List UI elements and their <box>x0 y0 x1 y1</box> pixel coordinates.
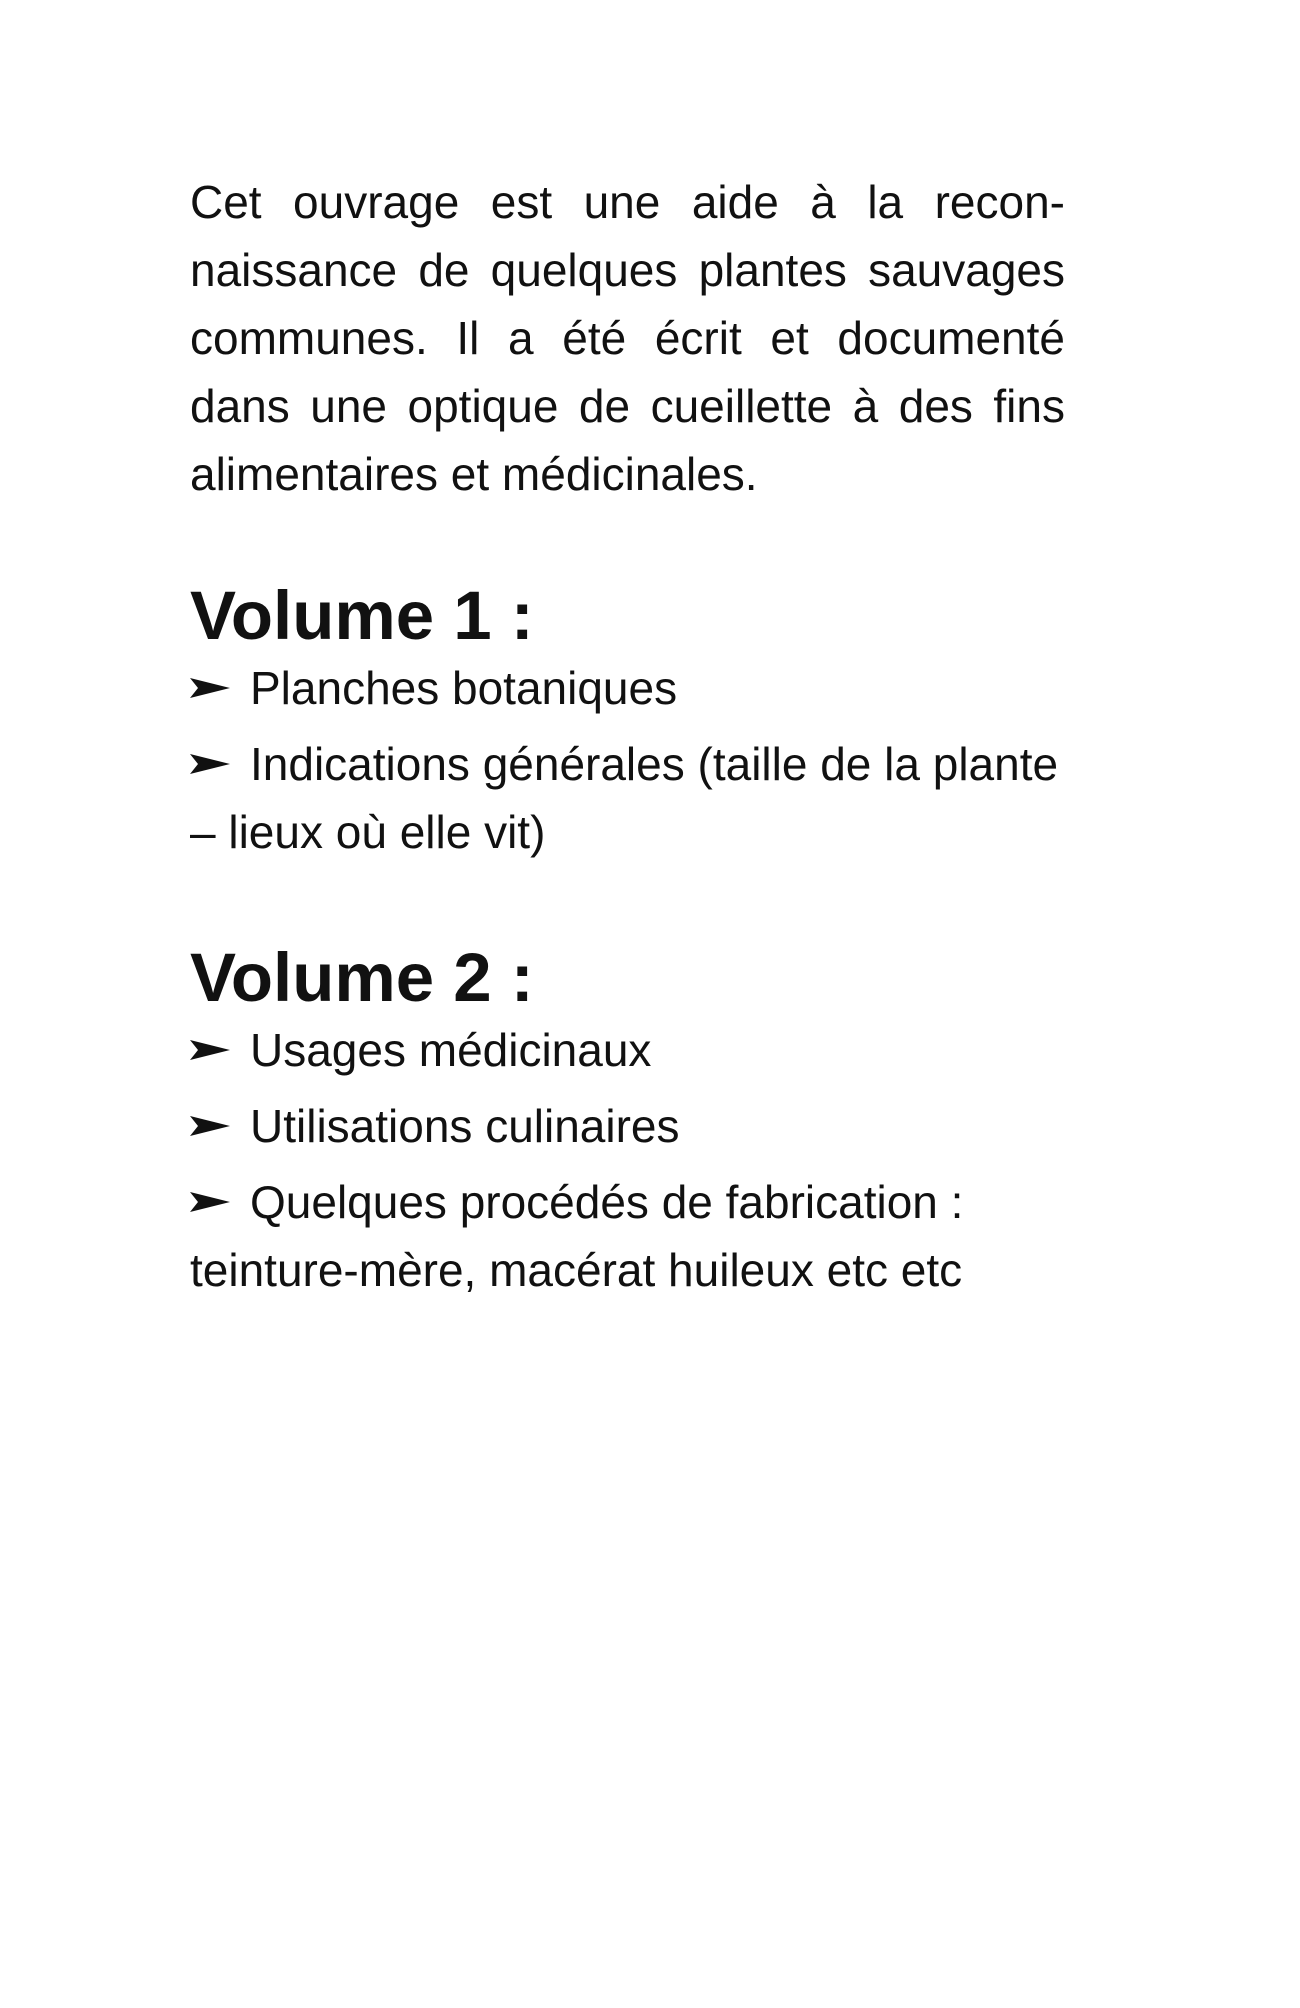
arrow-bullet-icon <box>190 676 230 700</box>
volume-1-list <box>190 654 1065 866</box>
list-item-text: Utilisations culinaires <box>250 1100 680 1152</box>
list-item <box>190 730 1065 866</box>
list-item <box>190 1168 1065 1304</box>
arrow-bullet-icon <box>190 1114 230 1138</box>
arrow-bullet-icon <box>190 1190 230 1214</box>
volume-1-title: Volume 1 : <box>190 577 534 654</box>
document-page <box>190 168 1065 1312</box>
list-item <box>190 654 1065 722</box>
list-item <box>190 1092 1065 1160</box>
volume-2-section <box>190 939 1065 1304</box>
list-item-text: Usages médicinaux <box>250 1024 652 1076</box>
list-item-text: Quelques procédés de fabrication : teinture-mère, macérat huileux etc etc <box>190 1176 964 1296</box>
arrow-bullet-icon <box>190 1038 230 1062</box>
volume-2-list <box>190 1016 1065 1304</box>
volume-2-title: Volume 2 : <box>190 939 534 1016</box>
list-item-text: Indications générales (taille de la plante – lieux où elle vit) <box>190 738 1059 858</box>
list-item <box>190 1016 1065 1084</box>
intro-paragraph: Cet ouvrage est une aide à la reconnaissance de quelques plantes sauvages communes. Il a été écrit et documenté dans une optique de cueillette à des fins alimentaires et médicinales. <box>190 176 1065 500</box>
volume-1-section <box>190 577 1065 866</box>
arrow-bullet-icon <box>190 752 230 776</box>
list-item-text: Planches botaniques <box>250 662 678 714</box>
